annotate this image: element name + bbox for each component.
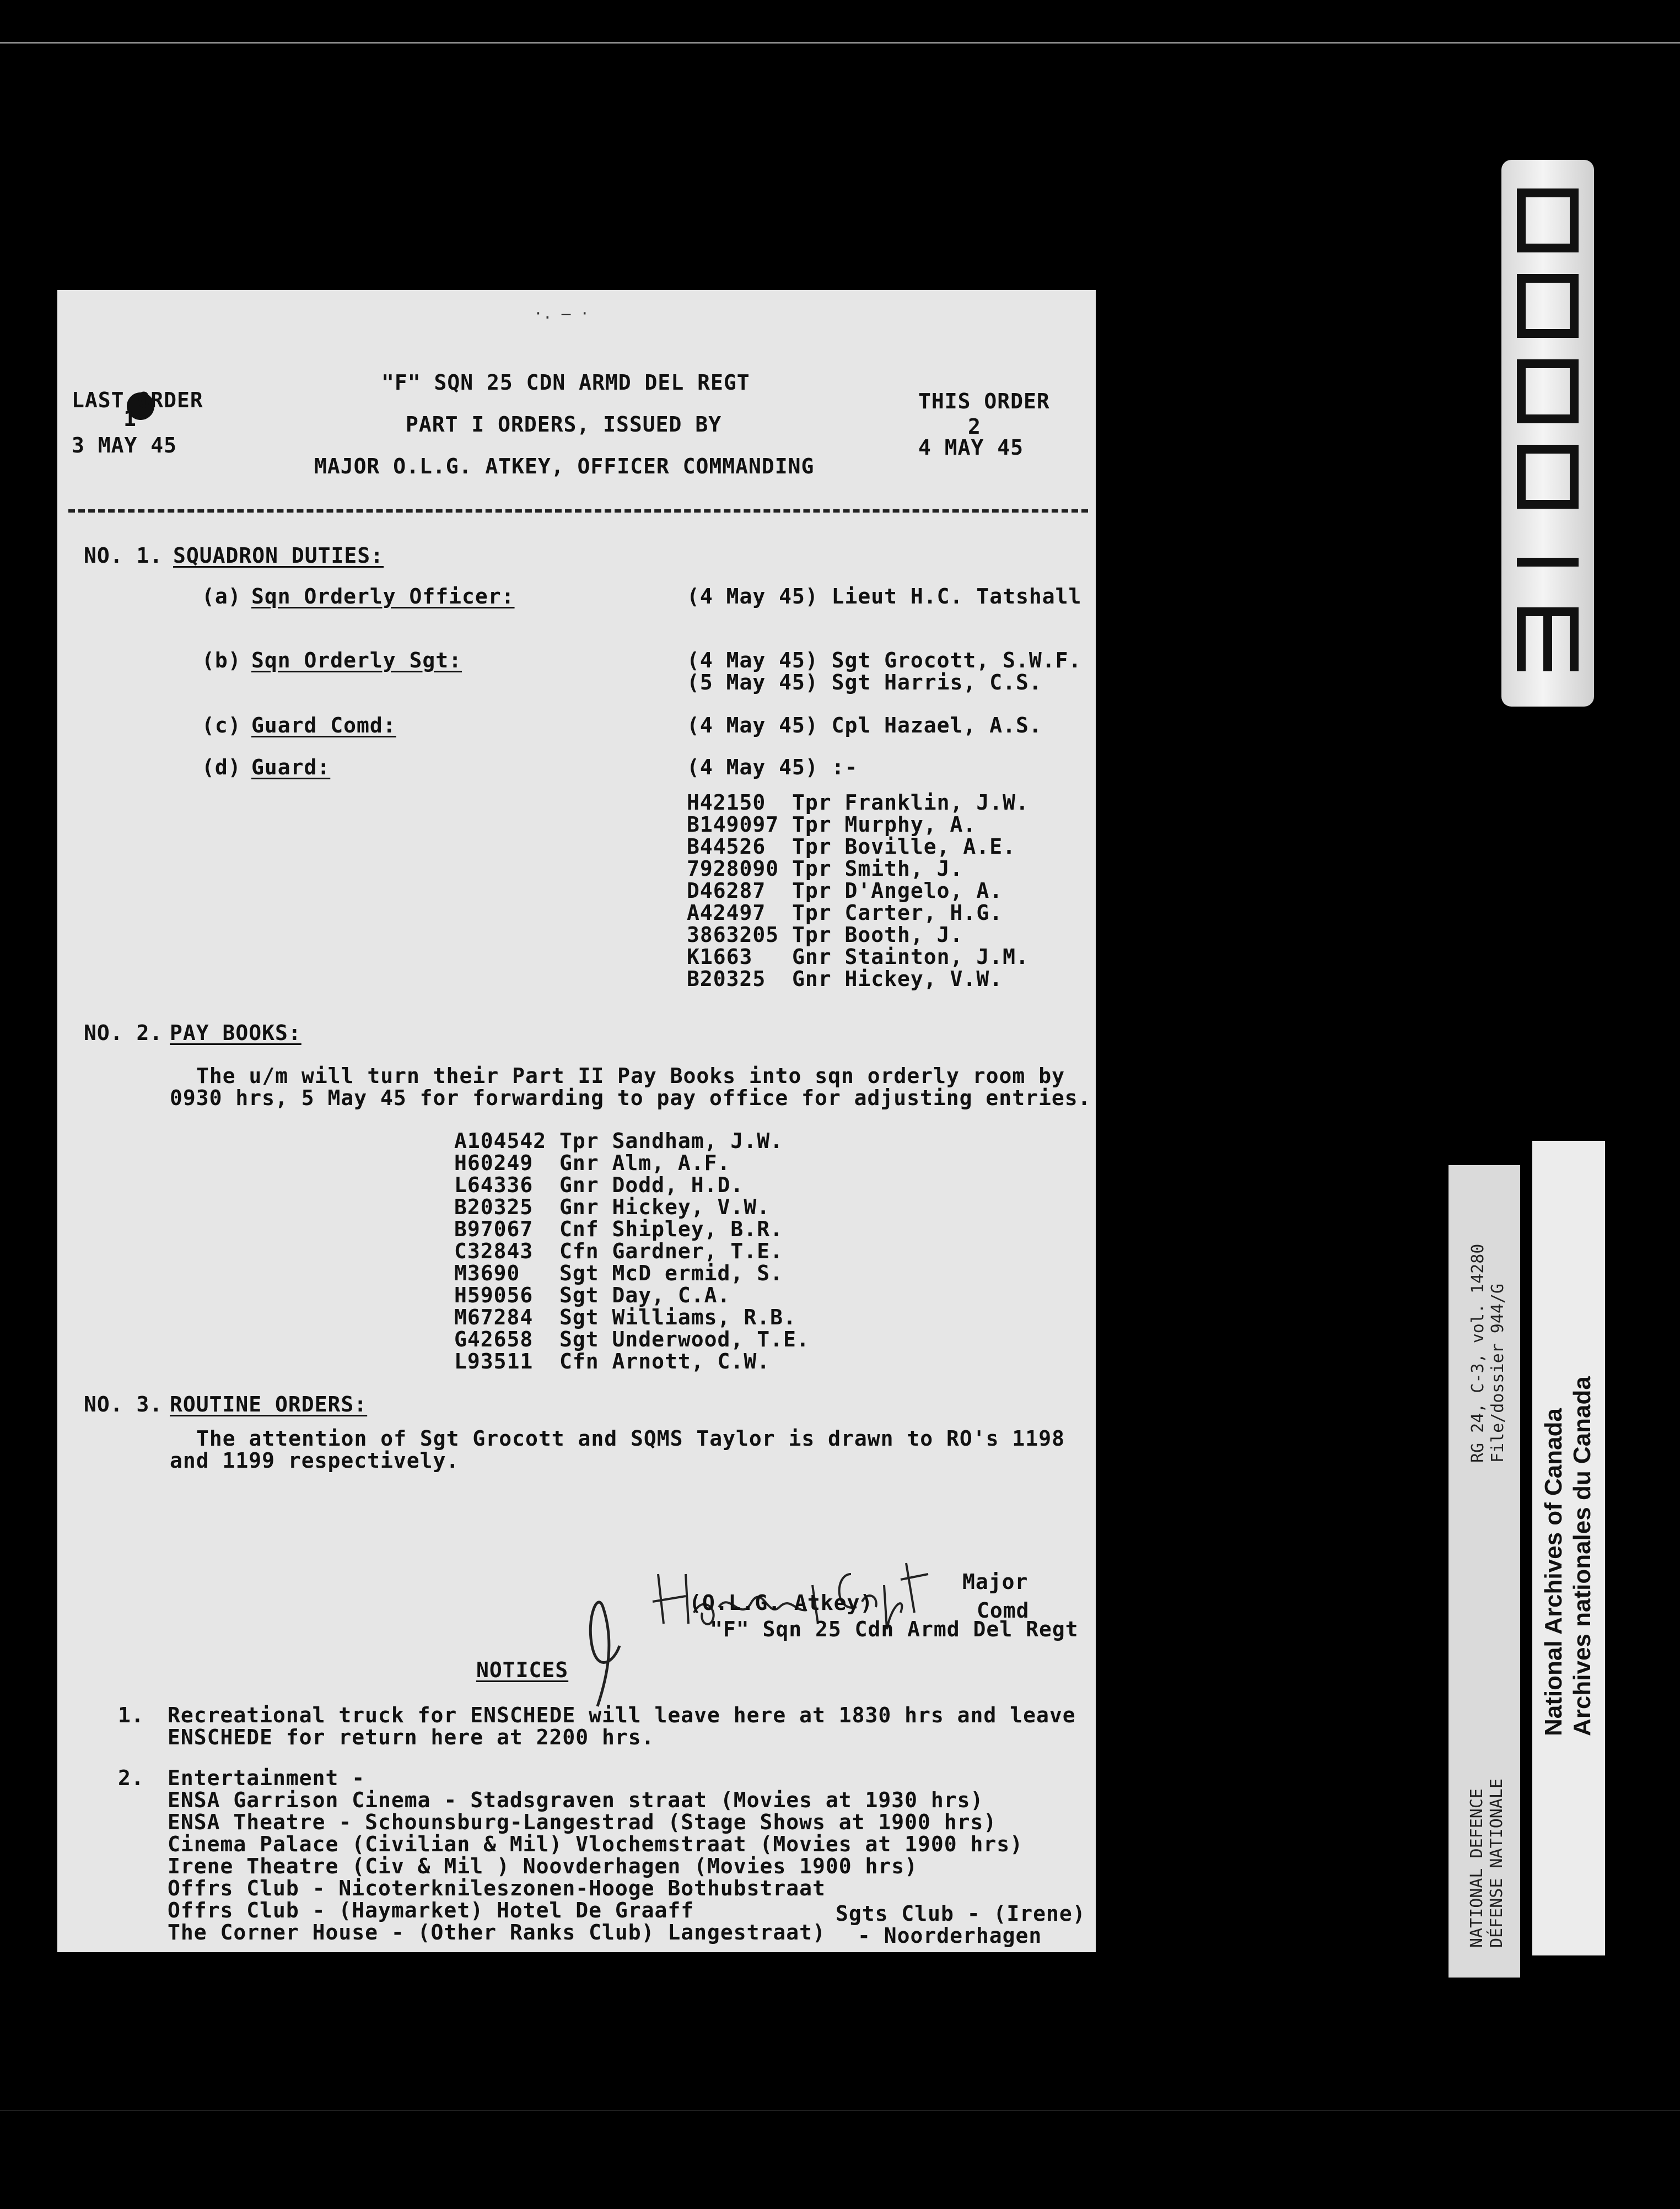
signatory-rank: Major bbox=[962, 1570, 1029, 1594]
notice-2-line: Cinema Palace (Civilian & Mil) Vlochemstraat (Movies at 1900 hrs) bbox=[168, 1832, 1024, 1856]
film-top-edge bbox=[0, 42, 1680, 44]
guard-row: B20325 Gnr Hickey, V.W. bbox=[687, 967, 1003, 991]
notice-1-line-2: ENSCHEDE for return here at 2200 hrs. bbox=[168, 1725, 655, 1749]
section-2-title: PAY BOOKS: bbox=[170, 1021, 301, 1045]
guard-row: D46287 Tpr D'Angelo, A. bbox=[687, 879, 1003, 903]
last-order-number: 1 bbox=[123, 407, 137, 431]
notice-2-line: The Corner House - (Other Ranks Club) Langestraat) bbox=[168, 1920, 826, 1944]
signatory-role: Comd bbox=[977, 1598, 1030, 1623]
duty-c-assignment: (4 May 45) Cpl Hazael, A.S. bbox=[687, 713, 1042, 737]
paybook-row: G42658 Sgt Underwood, T.E. bbox=[454, 1327, 810, 1351]
paybook-row: B20325 Gnr Hickey, V.W. bbox=[454, 1195, 771, 1219]
guard-row: H42150 Tpr Franklin, J.W. bbox=[687, 790, 1029, 815]
section-3-number: NO. 3. bbox=[84, 1392, 163, 1416]
commander-line: MAJOR O.L.G. ATKEY, OFFICER COMMANDING bbox=[314, 454, 815, 478]
duty-b-assignment-2: (5 May 45) Sgt Harris, C.S. bbox=[687, 670, 1042, 694]
notice-2-line: ENSA Theatre - Schounsburg-Langestrad (Stage Shows at 1900 hrs) bbox=[168, 1810, 997, 1834]
sgts-club-line-2: - Noorderhagen bbox=[858, 1924, 1042, 1948]
order-document bbox=[57, 290, 1096, 1952]
duty-b-role: Sqn Orderly Sgt: bbox=[251, 648, 462, 672]
section-2-text-line-2: 0930 hrs, 5 May 45 for forwarding to pay office for adjusting entries. bbox=[170, 1086, 1091, 1110]
frame-number bbox=[1514, 182, 1582, 689]
guard-row: 7928090 Tpr Smith, J. bbox=[687, 856, 963, 881]
notice-2-line: Offrs Club - (Haymarket) Hotel De Graaff bbox=[168, 1898, 694, 1922]
section-2-number: NO. 2. bbox=[84, 1021, 163, 1045]
orders-subtitle: PART I ORDERS, ISSUED BY bbox=[406, 412, 722, 437]
archives-name-fr: Archives nationales du Canada bbox=[1569, 1376, 1596, 1736]
notice-1-line-1: Recreational truck for ENSCHEDE will leave here at 1830 hrs and leave bbox=[168, 1703, 1076, 1727]
last-order-label: LAST ORDER bbox=[72, 388, 203, 412]
paybook-row: H60249 Gnr Alm, A.F. bbox=[454, 1151, 731, 1175]
archive-ref-line-1: RG 24, C-3, vol. 14280 bbox=[1468, 1243, 1488, 1463]
sgts-club-line-1: Sgts Club - (Irene) bbox=[836, 1901, 1086, 1926]
this-order-number: 2 bbox=[968, 414, 981, 439]
duty-d-assignment: (4 May 45) :- bbox=[687, 755, 858, 779]
paybook-row: M67284 Sgt Williams, R.B. bbox=[454, 1305, 796, 1329]
section-3-text-line-1: The attention of Sgt Grocott and SQMS Taylor is drawn to RO's 1198 bbox=[196, 1426, 1065, 1451]
duty-c-role: Guard Comd: bbox=[251, 713, 396, 737]
department-en: NATIONAL DEFENCE bbox=[1467, 1788, 1487, 1948]
staple-mark: ·. ̶ · bbox=[534, 304, 590, 322]
duty-a-assignment: (4 May 45) Lieut H.C. Tatshall bbox=[687, 584, 1082, 608]
duty-b-letter: (b) bbox=[202, 648, 241, 672]
this-order-label: THIS ORDER bbox=[918, 389, 1050, 413]
archive-ref-line-2: File/dossier 944/G bbox=[1488, 1283, 1507, 1463]
guard-row: 3863205 Tpr Booth, J. bbox=[687, 923, 963, 947]
notice-1-number: 1. bbox=[118, 1703, 144, 1727]
this-order-date: 4 MAY 45 bbox=[918, 435, 1024, 460]
paybook-row: A104542 Tpr Sandham, J.W. bbox=[454, 1129, 783, 1153]
last-order-date: 3 MAY 45 bbox=[72, 433, 177, 457]
duty-d-letter: (d) bbox=[202, 755, 241, 779]
signatory-name: (O.L.G. Atkey) bbox=[689, 1591, 874, 1615]
guard-row: K1663 Gnr Stainton, J.M. bbox=[687, 945, 1029, 969]
paybook-row: H59056 Sgt Day, C.A. bbox=[454, 1283, 731, 1307]
guard-row: A42497 Tpr Carter, H.G. bbox=[687, 901, 1003, 925]
section-1-number: NO. 1. bbox=[84, 543, 163, 568]
duty-b-assignment: (4 May 45) Sgt Grocott, S.W.F. bbox=[687, 648, 1082, 672]
guard-row: B44526 Tpr Boville, A.E. bbox=[687, 834, 1016, 859]
section-3-title: ROUTINE ORDERS: bbox=[170, 1392, 368, 1416]
signatory-unit: "F" Sqn 25 Cdn Armd Del Regt bbox=[710, 1617, 1079, 1641]
paybook-row: L64336 Gnr Dodd, H.D. bbox=[454, 1173, 744, 1197]
paybook-row: B97067 Cnf Shipley, B.R. bbox=[454, 1217, 783, 1241]
section-1-title: SQUADRON DUTIES: bbox=[173, 543, 384, 568]
department-fr: DÉFENSE NATIONALE bbox=[1487, 1778, 1506, 1948]
duty-a-role: Sqn Orderly Officer: bbox=[251, 584, 515, 608]
paybook-row: C32843 Cfn Gardner, T.E. bbox=[454, 1239, 783, 1263]
unit-title: "F" SQN 25 CDN ARMD DEL REGT bbox=[381, 370, 750, 395]
notice-2-line: ENSA Garrison Cinema - Stadsgraven straat (Movies at 1930 hrs) bbox=[168, 1788, 984, 1812]
duty-a-letter: (a) bbox=[202, 584, 241, 608]
national-archives-label bbox=[1532, 1141, 1605, 1955]
archives-name-en: National Archives of Canada bbox=[1540, 1408, 1567, 1736]
guard-row: B149097 Tpr Murphy, A. bbox=[687, 812, 977, 837]
section-2-text-line-1: The u/m will turn their Part II Pay Books into sqn orderly room by bbox=[196, 1064, 1065, 1088]
notice-2-line: Offrs Club - Nicoterknileszonen-Hooge Bothubstraat bbox=[168, 1876, 826, 1900]
paybook-row: M3690 Sgt McD ermid, S. bbox=[454, 1261, 783, 1285]
divider-line bbox=[68, 509, 1088, 513]
duty-d-role: Guard: bbox=[251, 755, 331, 779]
notice-2-line: Entertainment - bbox=[168, 1766, 365, 1790]
notice-2-line: Irene Theatre (Civ & Mil ) Noovderhagen (Movies 1900 hrs) bbox=[168, 1854, 918, 1878]
paybook-row: L93511 Cfn Arnott, C.W. bbox=[454, 1349, 771, 1373]
frame-number-strip bbox=[1501, 160, 1594, 707]
section-3-text-line-2: and 1199 respectively. bbox=[170, 1448, 460, 1473]
duty-c-letter: (c) bbox=[202, 713, 241, 737]
notices-title: NOTICES bbox=[476, 1658, 569, 1682]
notice-2-number: 2. bbox=[118, 1766, 144, 1790]
film-bottom-edge bbox=[0, 2110, 1680, 2111]
archive-reference-label bbox=[1449, 1165, 1520, 1978]
